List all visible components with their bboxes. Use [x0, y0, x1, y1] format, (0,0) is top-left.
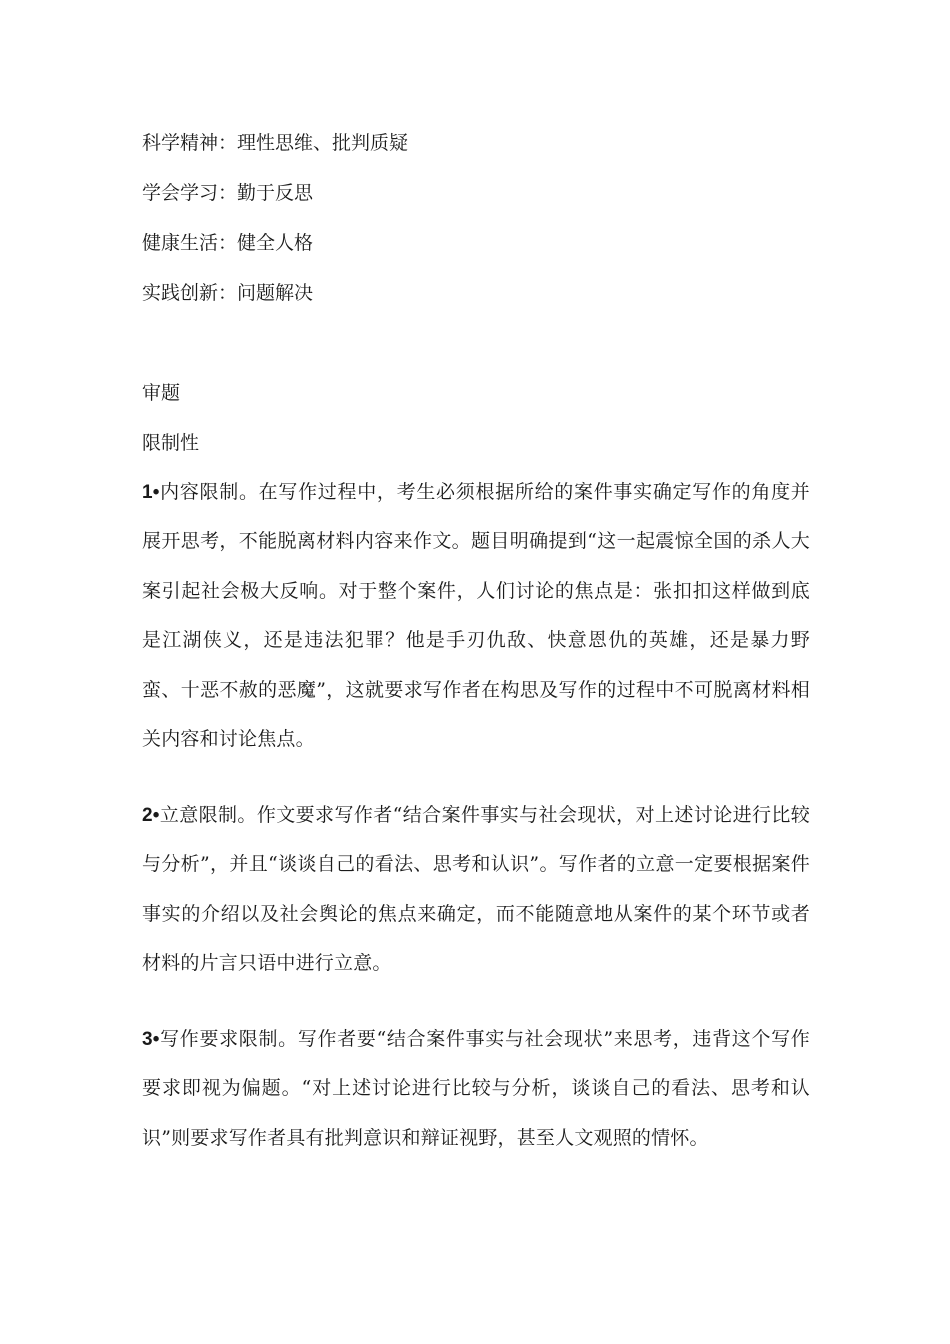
section-heading: 审题 [142, 382, 181, 404]
point-2-paragraph [142, 791, 810, 989]
point-2-text: 立意限制。作文要求写作者“结合案件事实与社会现状，对上述讨论进行比较与分析”，并且“谈谈自己的看法、思考和认识”。写作者的立意一定要根据案件事实的介绍以及社会舆论的焦点来确定，而不能随意地从案件的某个环节或者材料的片言只语中进行立意。 [142, 804, 810, 975]
point-1-text: 内容限制。在写作过程中，考生必须根据所给的案件事实确定写作的角度并展开思考，不能脱离材料内容来作文。题目明确提到“这一起震惊全国的杀人大案引起社会极大反响。对于整个案件，人们讨论的焦点是：张扣扣这样做到底是江湖侠义，还是违法犯罪？他是手刃仇敌、快意恩仇的英雄，还是暴力野蛮、十恶不赦的恶魔”，这就要求写作者在构思及写作的过程中不可脱离材料相关内容和讨论焦点。 [142, 481, 810, 751]
core-literacy-line-2: 学会学习：勤于反思 [142, 182, 314, 204]
point-3-paragraph [142, 1015, 810, 1163]
point-3-number: 3• [142, 1029, 160, 1050]
core-literacy-line-1: 科学精神：理性思维、批判质疑 [142, 132, 409, 154]
point-1-number: 1• [142, 482, 160, 503]
point-1-paragraph [142, 468, 810, 764]
core-literacy-line-4: 实践创新：问题解决 [142, 282, 314, 304]
point-3-text: 写作要求限制。写作者要“结合案件事实与社会现状”来思考，违背这个写作要求即视为偏题。“对上述讨论进行比较与分析，谈谈自己的看法、思考和认识”则要求写作者具有批判意识和辩证视野，甚至人文观照的情怀。 [142, 1028, 810, 1149]
subsection-heading: 限制性 [142, 432, 200, 454]
core-literacy-line-3: 健康生活：健全人格 [142, 232, 314, 254]
point-2-number: 2• [142, 805, 160, 826]
